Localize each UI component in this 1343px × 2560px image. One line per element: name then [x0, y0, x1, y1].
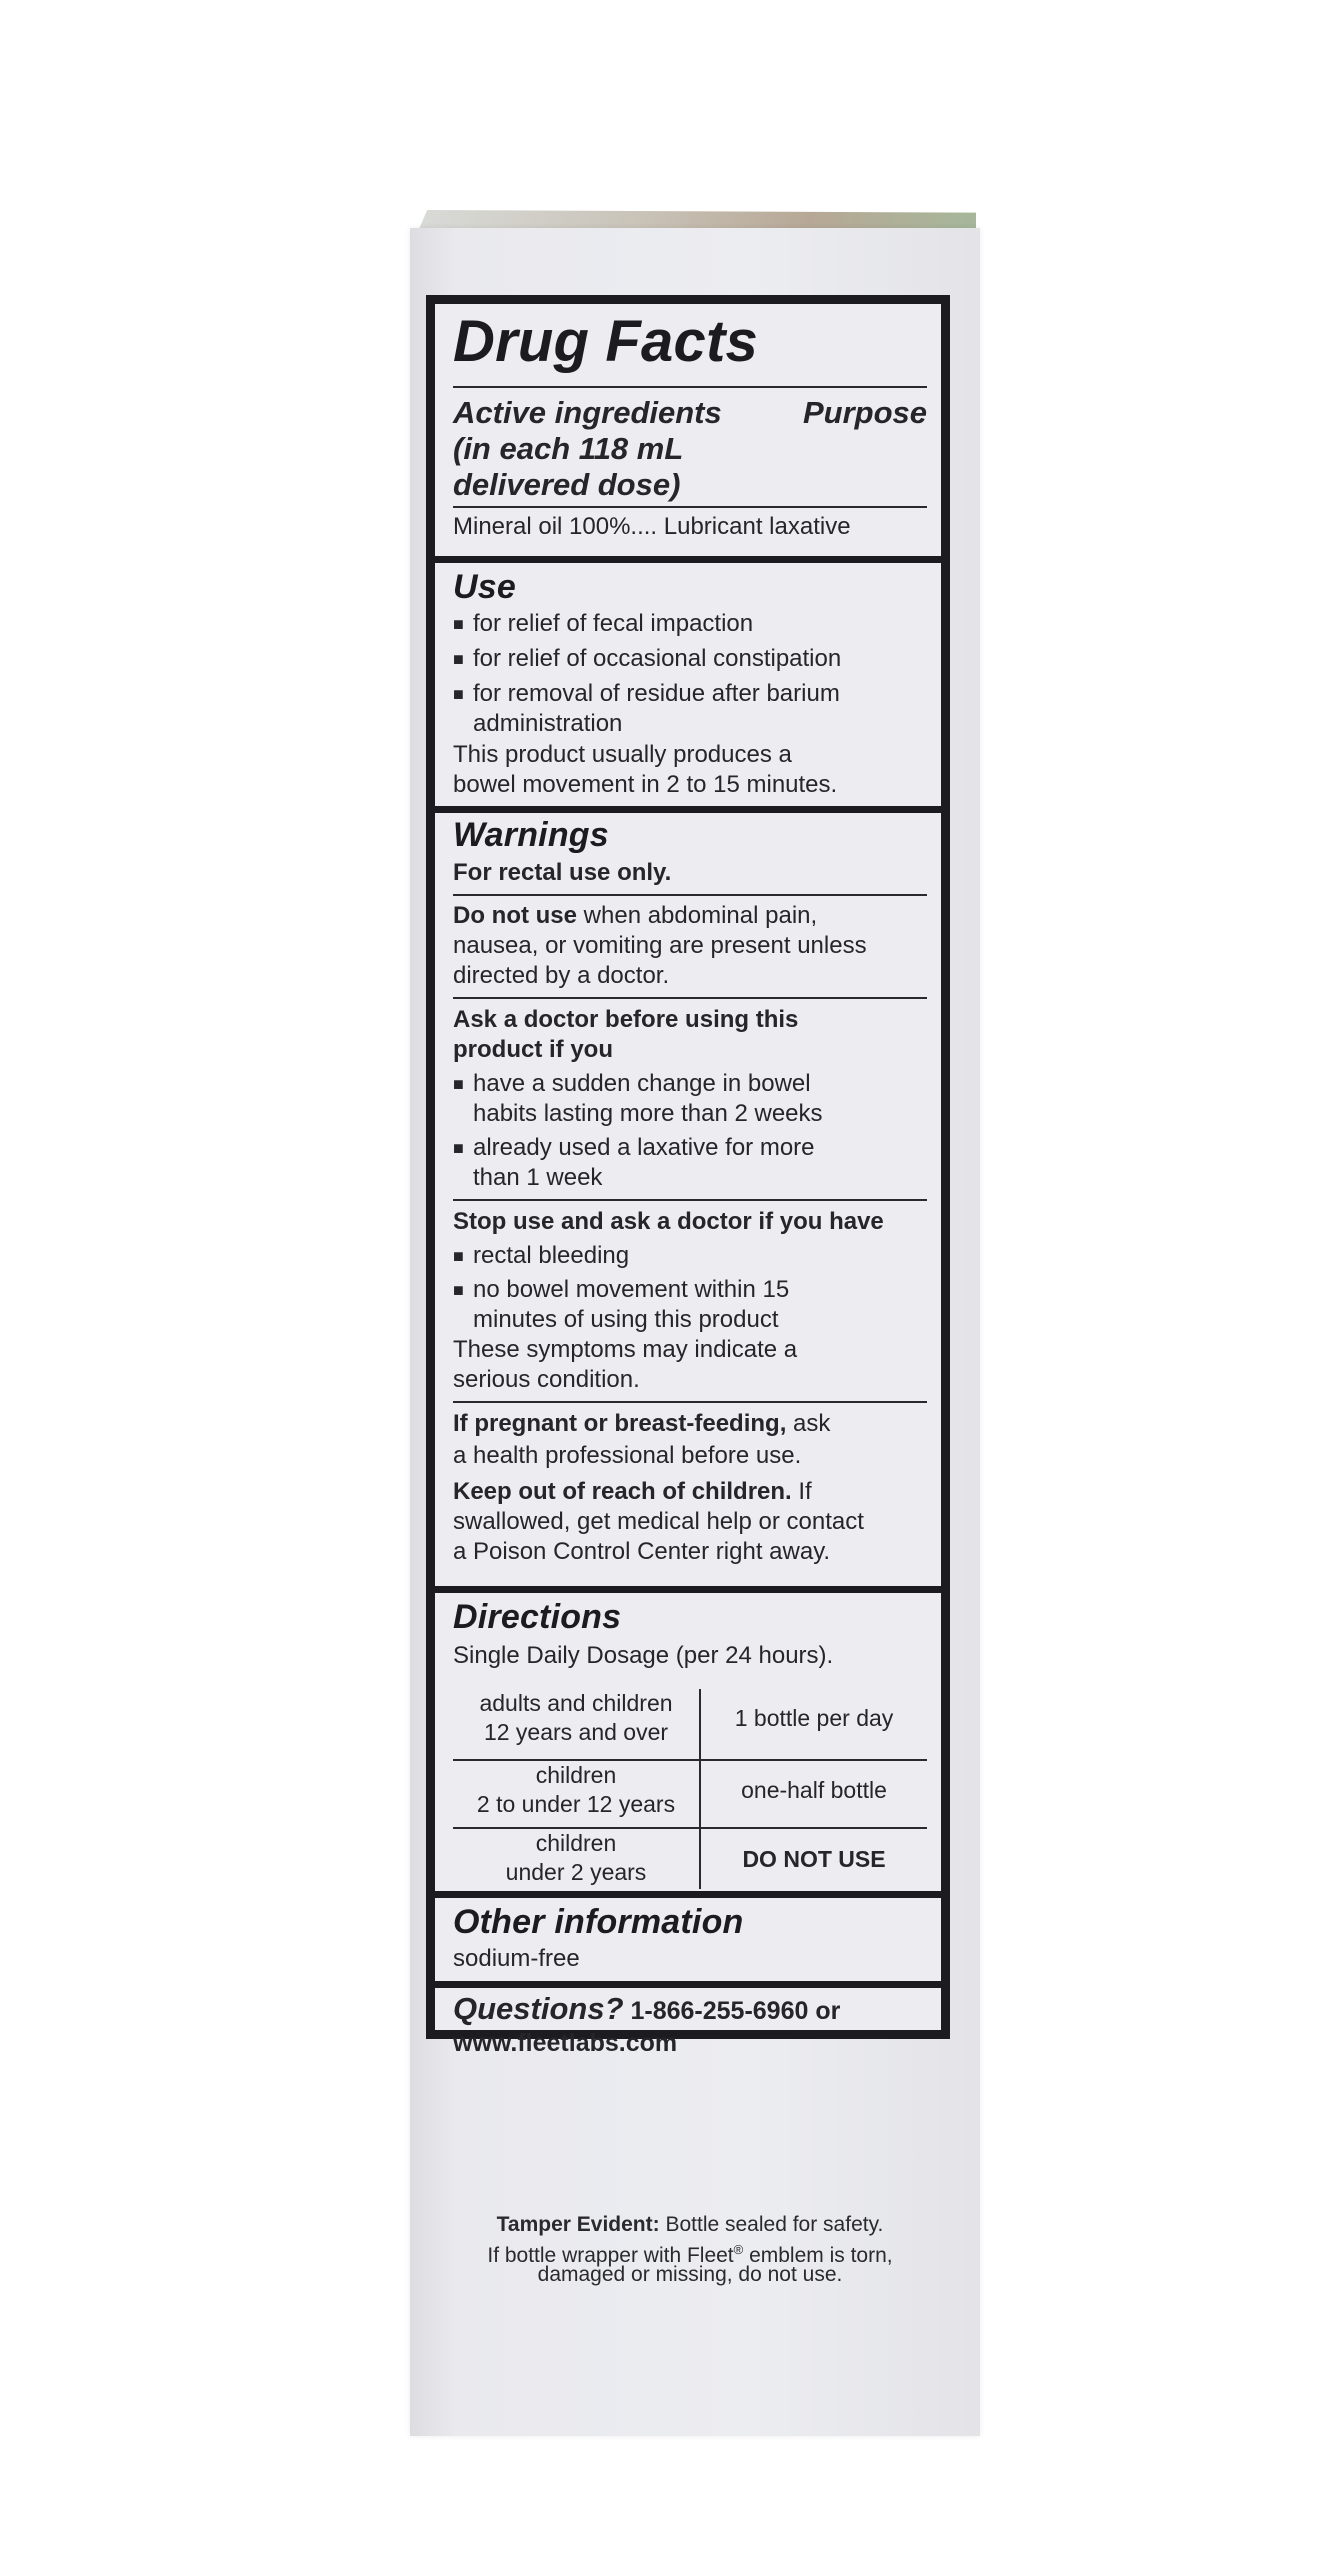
other-info-text: sodium-free — [453, 1945, 580, 1972]
directions-heading: Directions — [453, 1598, 622, 1636]
table-row — [453, 1689, 699, 1747]
tamper-text: Bottle sealed for safety. — [659, 2213, 884, 2236]
use-note-2: bowel movement in 2 to 15 minutes. — [453, 771, 838, 798]
use-item: ■ for removal of residue after barium — [473, 679, 840, 709]
use-item: ■ for relief of fecal impaction — [473, 609, 753, 639]
table-cell-who: 2 to under 12 years — [476, 1791, 676, 1817]
ask-doctor-line-1: Ask a doctor before using this — [453, 1006, 799, 1033]
do-not-use-label: Do not use — [453, 902, 577, 929]
stop-use-item: ■ no bowel movement within 15 — [473, 1275, 789, 1305]
warnings-section — [435, 806, 941, 1586]
ask-doctor-item: ■ have a sudden change in bowel — [473, 1069, 811, 1099]
ingredient-rule — [453, 506, 927, 508]
tamper-line-3: damaged or missing, do not use. — [537, 2263, 843, 2286]
pregnant-text: ask — [786, 1410, 831, 1437]
do-not-use-text: when abdominal pain, — [577, 902, 818, 929]
pregnant-label: If pregnant or breast-feeding, — [453, 1410, 787, 1437]
use-item: ■ for relief of occasional constipation — [473, 644, 841, 674]
title-rule — [453, 386, 927, 388]
active-ingredients-heading: Active ingredients — [453, 395, 722, 430]
keep-out-line-2: swallowed, get medical help or contact — [453, 1508, 864, 1535]
pregnant-line-2: a health professional before use. — [453, 1442, 802, 1469]
stop-use-heading: Stop use and ask a doctor if you have — [453, 1208, 884, 1235]
purpose-heading: Purpose — [802, 395, 927, 430]
table-cell-amount: DO NOT USE — [742, 1846, 886, 1872]
questions-line-1 — [453, 1991, 841, 2027]
tamper-text: If bottle wrapper with Fleet — [487, 2244, 734, 2267]
questions-section — [435, 1981, 941, 2057]
do-not-use-line-1 — [453, 901, 817, 931]
warnings-rule-3 — [453, 1199, 927, 1201]
stop-use-item: ■ rectal bleeding — [473, 1241, 629, 1271]
tamper-label: Tamper Evident: — [496, 2213, 660, 2236]
drug-facts-title: Drug Facts — [453, 309, 758, 374]
warnings-rule-4 — [453, 1401, 927, 1403]
ask-doctor-item-continued: habits lasting more than 2 weeks — [473, 1100, 823, 1127]
stop-use-note-2: serious condition. — [453, 1366, 640, 1393]
ask-doctor-item: ■ already used a laxative for more — [473, 1133, 815, 1163]
drug-facts-panel — [426, 295, 950, 2057]
ask-doctor-item-continued: than 1 week — [473, 1164, 603, 1191]
tamper-text: emblem is torn, — [743, 2244, 893, 2267]
tamper-line-1 — [420, 2212, 960, 2237]
keep-out-label: Keep out of reach of children. — [453, 1478, 792, 1505]
table-cell-who: children — [535, 1830, 617, 1856]
use-heading: Use — [453, 568, 516, 606]
registered-mark: ® — [733, 2242, 744, 2257]
dosage-line: Single Daily Dosage (per 24 hours). — [453, 1642, 834, 1669]
use-section — [435, 556, 941, 806]
ingredient-line: Mineral oil 100%.... Lubricant laxative — [453, 513, 851, 540]
do-not-use-line-2: nausea, or vomiting are present unless — [453, 932, 867, 959]
table-row — [453, 1761, 699, 1819]
pregnant-line-1 — [453, 1409, 830, 1439]
ask-doctor-line-2: product if you — [453, 1036, 613, 1063]
keep-out-line-1 — [453, 1477, 812, 1507]
table-cell-amount: one-half bottle — [741, 1777, 887, 1803]
questions-phone: 1-866-255-6960 or — [623, 1997, 841, 2025]
other-info-heading: Other information — [453, 1903, 744, 1941]
table-cell-amount: 1 bottle per day — [734, 1705, 894, 1731]
keep-out-text: If — [791, 1478, 812, 1505]
questions-url: www.fleetlabs.com — [453, 2029, 678, 2057]
warnings-rule-2 — [453, 997, 927, 999]
keep-out-line-3: a Poison Control Center right away. — [453, 1538, 831, 1565]
warnings-rule-1 — [453, 894, 927, 896]
do-not-use-line-3: directed by a doctor. — [453, 962, 670, 989]
dose-line-1: (in each 118 mL — [453, 431, 684, 466]
table-cell-who: adults and children — [479, 1690, 673, 1716]
warnings-heading: Warnings — [453, 816, 609, 854]
directions-section — [435, 1586, 941, 1891]
use-note-1: This product usually produces a — [453, 741, 792, 768]
table-cell-who: children — [535, 1762, 617, 1788]
dose-line-2: delivered dose) — [453, 467, 681, 502]
stop-use-item-continued: minutes of using this product — [473, 1306, 779, 1333]
questions-heading: Questions? — [453, 1991, 624, 2026]
rectal-use-only: For rectal use only. — [453, 859, 672, 886]
table-row — [453, 1829, 699, 1887]
table-cell-who: 12 years and over — [483, 1719, 669, 1745]
use-item-continued: administration — [473, 710, 623, 737]
table-cell-who: under 2 years — [505, 1859, 647, 1885]
other-info-section — [435, 1891, 941, 1981]
stop-use-note-1: These symptoms may indicate a — [453, 1336, 798, 1363]
